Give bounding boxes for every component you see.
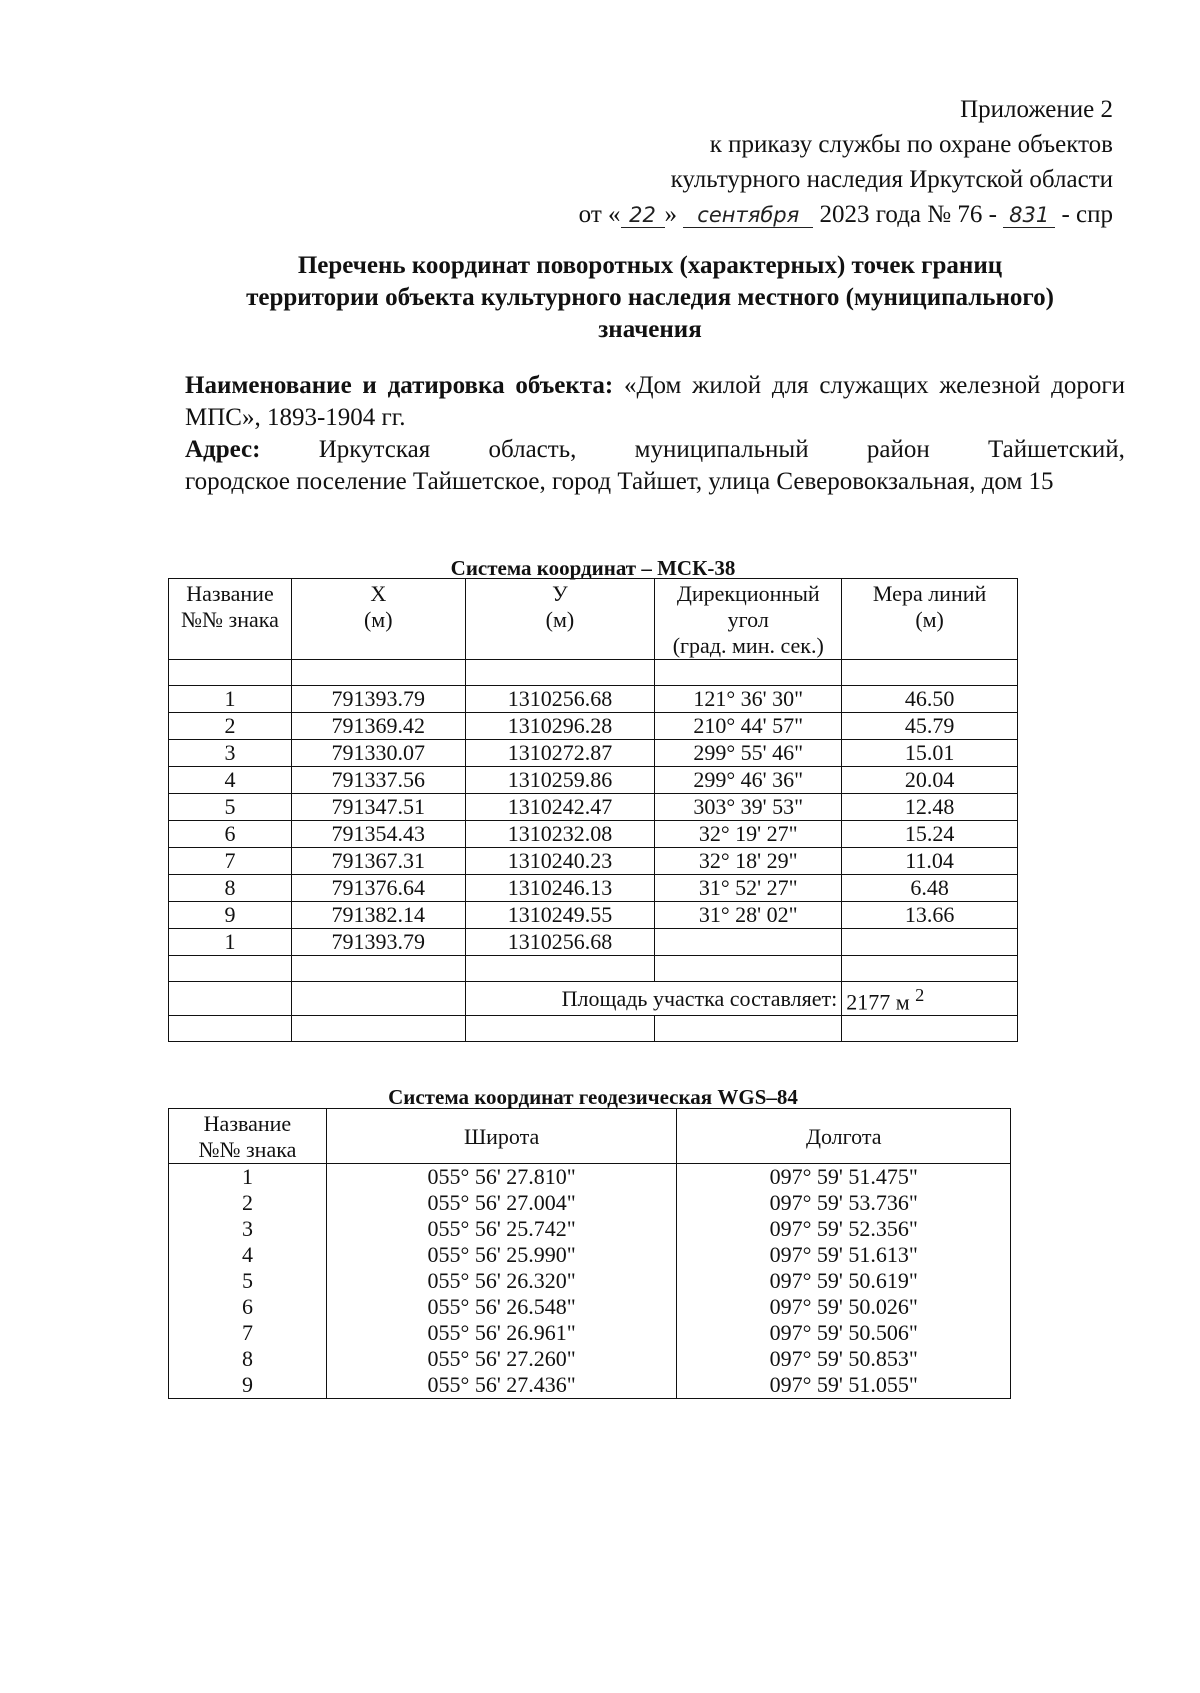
date-day-handwritten: 22 <box>621 203 665 228</box>
table-row <box>169 767 1018 794</box>
appendix-date-line <box>579 197 1113 232</box>
direction-angle: 31° 52' 27" <box>655 875 842 902</box>
title-line-3: значения <box>598 316 702 343</box>
point-number: 4 <box>169 767 292 794</box>
point-number: 4 <box>169 1242 327 1268</box>
wgs-header-row <box>169 1109 1011 1164</box>
point-number: 7 <box>169 848 292 875</box>
line-length: 6.48 <box>842 875 1018 902</box>
line-length: 12.48 <box>842 794 1018 821</box>
x-coordinate: 791393.79 <box>291 686 465 713</box>
point-number: 2 <box>169 1190 327 1216</box>
header-name <box>169 579 292 660</box>
table-row <box>169 1320 1011 1346</box>
address-word: муниципальный <box>634 436 809 463</box>
point-number: 5 <box>169 1268 327 1294</box>
table-row <box>169 1190 1011 1216</box>
address-word: район <box>866 436 930 463</box>
table-row <box>169 929 1018 956</box>
point-number: 3 <box>169 740 292 767</box>
address-word: Тайшетский, <box>987 436 1125 463</box>
point-number: 3 <box>169 1216 327 1242</box>
table-row <box>169 848 1018 875</box>
header-name-line: №№ знака <box>181 607 279 632</box>
direction-angle: 121° 36' 30" <box>655 686 842 713</box>
line-length: 15.01 <box>842 740 1018 767</box>
point-number: 2 <box>169 713 292 740</box>
point-number: 8 <box>169 1346 327 1372</box>
appendix-line-3: культурного наследия Иркутской области <box>670 166 1113 193</box>
line-length: 15.24 <box>842 821 1018 848</box>
x-coordinate: 791376.64 <box>291 875 465 902</box>
wgs-header-lon: Долгота <box>677 1109 1011 1164</box>
x-coordinate: 791369.42 <box>291 713 465 740</box>
point-number: 1 <box>169 929 292 956</box>
latitude: 055° 56' 25.990" <box>326 1242 677 1268</box>
date-suffix: 2023 года № 76 - <box>819 201 997 228</box>
longitude: 097° 59' 53.736" <box>677 1190 1011 1216</box>
msk-body <box>169 686 1018 956</box>
msk-coordinates-table <box>168 578 1018 1042</box>
object-name-label: Наименование и датировка объекта: <box>185 372 614 399</box>
y-coordinate: 1310232.08 <box>465 821 655 848</box>
longitude: 097° 59' 51.613" <box>677 1242 1011 1268</box>
point-number: 1 <box>169 1164 327 1191</box>
x-coordinate: 791337.56 <box>291 767 465 794</box>
table-row <box>169 1294 1011 1320</box>
area-value <box>842 982 1018 1016</box>
point-number: 6 <box>169 821 292 848</box>
y-coordinate: 1310246.13 <box>465 875 655 902</box>
y-coordinate: 1310256.68 <box>465 686 655 713</box>
empty-row <box>169 1016 1018 1042</box>
latitude: 055° 56' 26.961" <box>326 1320 677 1346</box>
table-row <box>169 1372 1011 1399</box>
table-row <box>169 1216 1011 1242</box>
line-length: 45.79 <box>842 713 1018 740</box>
area-unit-superscript: 2 <box>915 985 925 1005</box>
x-coordinate: 791347.51 <box>291 794 465 821</box>
direction-angle <box>655 929 842 956</box>
address-word: область, <box>488 436 577 463</box>
y-coordinate: 1310259.86 <box>465 767 655 794</box>
area-value-text: 2177 м <box>846 989 910 1015</box>
header-angle-line: Дирекционный <box>676 581 820 606</box>
line-length: 11.04 <box>842 848 1018 875</box>
header-y-line: У <box>552 581 568 606</box>
wgs-header-lat: Широта <box>326 1109 677 1164</box>
direction-angle: 299° 55' 46" <box>655 740 842 767</box>
empty-row <box>169 956 1018 982</box>
table-row <box>169 713 1018 740</box>
y-coordinate: 1310242.47 <box>465 794 655 821</box>
header-y <box>465 579 655 660</box>
appendix-line-1: Приложение 2 <box>960 96 1113 123</box>
header-angle-line: угол <box>727 607 769 632</box>
address-word: Иркутская <box>318 436 431 463</box>
table-row <box>169 1242 1011 1268</box>
line-length: 20.04 <box>842 767 1018 794</box>
point-number: 7 <box>169 1320 327 1346</box>
area-row <box>169 982 1018 1016</box>
header-angle-line: (град. мин. сек.) <box>672 633 824 658</box>
latitude: 055° 56' 27.004" <box>326 1190 677 1216</box>
longitude: 097° 59' 50.506" <box>677 1320 1011 1346</box>
longitude: 097° 59' 50.619" <box>677 1268 1011 1294</box>
point-number: 6 <box>169 1294 327 1320</box>
object-info <box>185 370 1125 498</box>
longitude: 097° 59' 51.475" <box>677 1164 1011 1191</box>
address-label: Адрес: <box>185 436 261 463</box>
x-coordinate: 791382.14 <box>291 902 465 929</box>
table-row <box>169 1164 1011 1191</box>
header-length-line: Мера линий <box>872 581 987 606</box>
longitude: 097° 59' 51.055" <box>677 1372 1011 1399</box>
direction-angle: 210° 44' 57" <box>655 713 842 740</box>
msk-header-row <box>169 579 1018 660</box>
latitude: 055° 56' 26.320" <box>326 1268 677 1294</box>
wgs-header-name-line: №№ знака <box>198 1137 297 1162</box>
longitude: 097° 59' 50.853" <box>677 1346 1011 1372</box>
table-row <box>169 740 1018 767</box>
y-coordinate: 1310296.28 <box>465 713 655 740</box>
title-line-2: территории объекта культурного наследия местного (муниципального) <box>246 284 1054 311</box>
header-x-line: (м) <box>363 607 393 632</box>
y-coordinate: 1310256.68 <box>465 929 655 956</box>
y-coordinate: 1310272.87 <box>465 740 655 767</box>
line-length: 46.50 <box>842 686 1018 713</box>
longitude: 097° 59' 52.356" <box>677 1216 1011 1242</box>
direction-angle: 303° 39' 53" <box>655 794 842 821</box>
wgs-body <box>169 1164 1011 1399</box>
point-number: 9 <box>169 902 292 929</box>
line-length <box>842 929 1018 956</box>
table-row <box>169 1268 1011 1294</box>
empty-row <box>169 660 1018 686</box>
x-coordinate: 791393.79 <box>291 929 465 956</box>
latitude: 055° 56' 26.548" <box>326 1294 677 1320</box>
date-prefix: от « <box>578 201 621 228</box>
date-month-handwritten: сентября <box>683 203 813 228</box>
object-name-value: «Дом жилой для служащих железной дороги МПС», 1893-1904 гг. <box>185 372 1125 431</box>
direction-angle: 299° 46' 36" <box>655 767 842 794</box>
longitude: 097° 59' 50.026" <box>677 1294 1011 1320</box>
header-y-line: (м) <box>545 607 575 632</box>
table-row <box>169 1346 1011 1372</box>
header-x <box>291 579 465 660</box>
header-length <box>842 579 1018 660</box>
x-coordinate: 791330.07 <box>291 740 465 767</box>
order-suffix: - спр <box>1061 201 1113 228</box>
object-name-paragraph <box>185 370 1125 434</box>
title-line-1: Перечень координат поворотных (характерных) точек границ <box>297 252 1003 279</box>
x-coordinate: 791367.31 <box>291 848 465 875</box>
latitude: 055° 56' 27.436" <box>326 1372 677 1399</box>
point-number: 9 <box>169 1372 327 1399</box>
wgs-coordinates-table <box>168 1108 1011 1399</box>
address-rest: городское поселение Тайшетское, город Тайшет, улица Северовокзальная, дом 15 <box>185 468 1054 495</box>
wgs-header-name-line: Название <box>203 1111 292 1136</box>
wgs-header-name <box>169 1109 327 1164</box>
header-name-line: Название <box>186 581 274 606</box>
point-number: 5 <box>169 794 292 821</box>
direction-angle: 32° 19' 27" <box>655 821 842 848</box>
direction-angle: 31° 28' 02" <box>655 902 842 929</box>
point-number: 8 <box>169 875 292 902</box>
document-title <box>180 250 1120 346</box>
order-number-handwritten: 831 <box>1003 203 1055 228</box>
header-length-line: (м) <box>915 607 944 632</box>
wgs-table-caption: Система координат геодезическая WGS–84 <box>388 1085 798 1109</box>
latitude: 055° 56' 27.260" <box>326 1346 677 1372</box>
address-first-line <box>185 434 1125 466</box>
latitude: 055° 56' 25.742" <box>326 1216 677 1242</box>
header-angle <box>655 579 842 660</box>
area-label: Площадь участка составляет: <box>465 982 842 1016</box>
table-row <box>169 875 1018 902</box>
table-row <box>169 686 1018 713</box>
msk-table-caption: Система координат – МСК-38 <box>450 556 736 580</box>
appendix-header <box>579 92 1113 232</box>
appendix-line-2: к приказу службы по охране объектов <box>709 131 1113 158</box>
table-row <box>169 902 1018 929</box>
table-row <box>169 794 1018 821</box>
latitude: 055° 56' 27.810" <box>326 1164 677 1191</box>
direction-angle: 32° 18' 29" <box>655 848 842 875</box>
y-coordinate: 1310249.55 <box>465 902 655 929</box>
table-row <box>169 821 1018 848</box>
x-coordinate: 791354.43 <box>291 821 465 848</box>
y-coordinate: 1310240.23 <box>465 848 655 875</box>
date-mid: » <box>664 201 678 228</box>
line-length: 13.66 <box>842 902 1018 929</box>
header-x-line: Х <box>370 581 387 606</box>
point-number: 1 <box>169 686 292 713</box>
